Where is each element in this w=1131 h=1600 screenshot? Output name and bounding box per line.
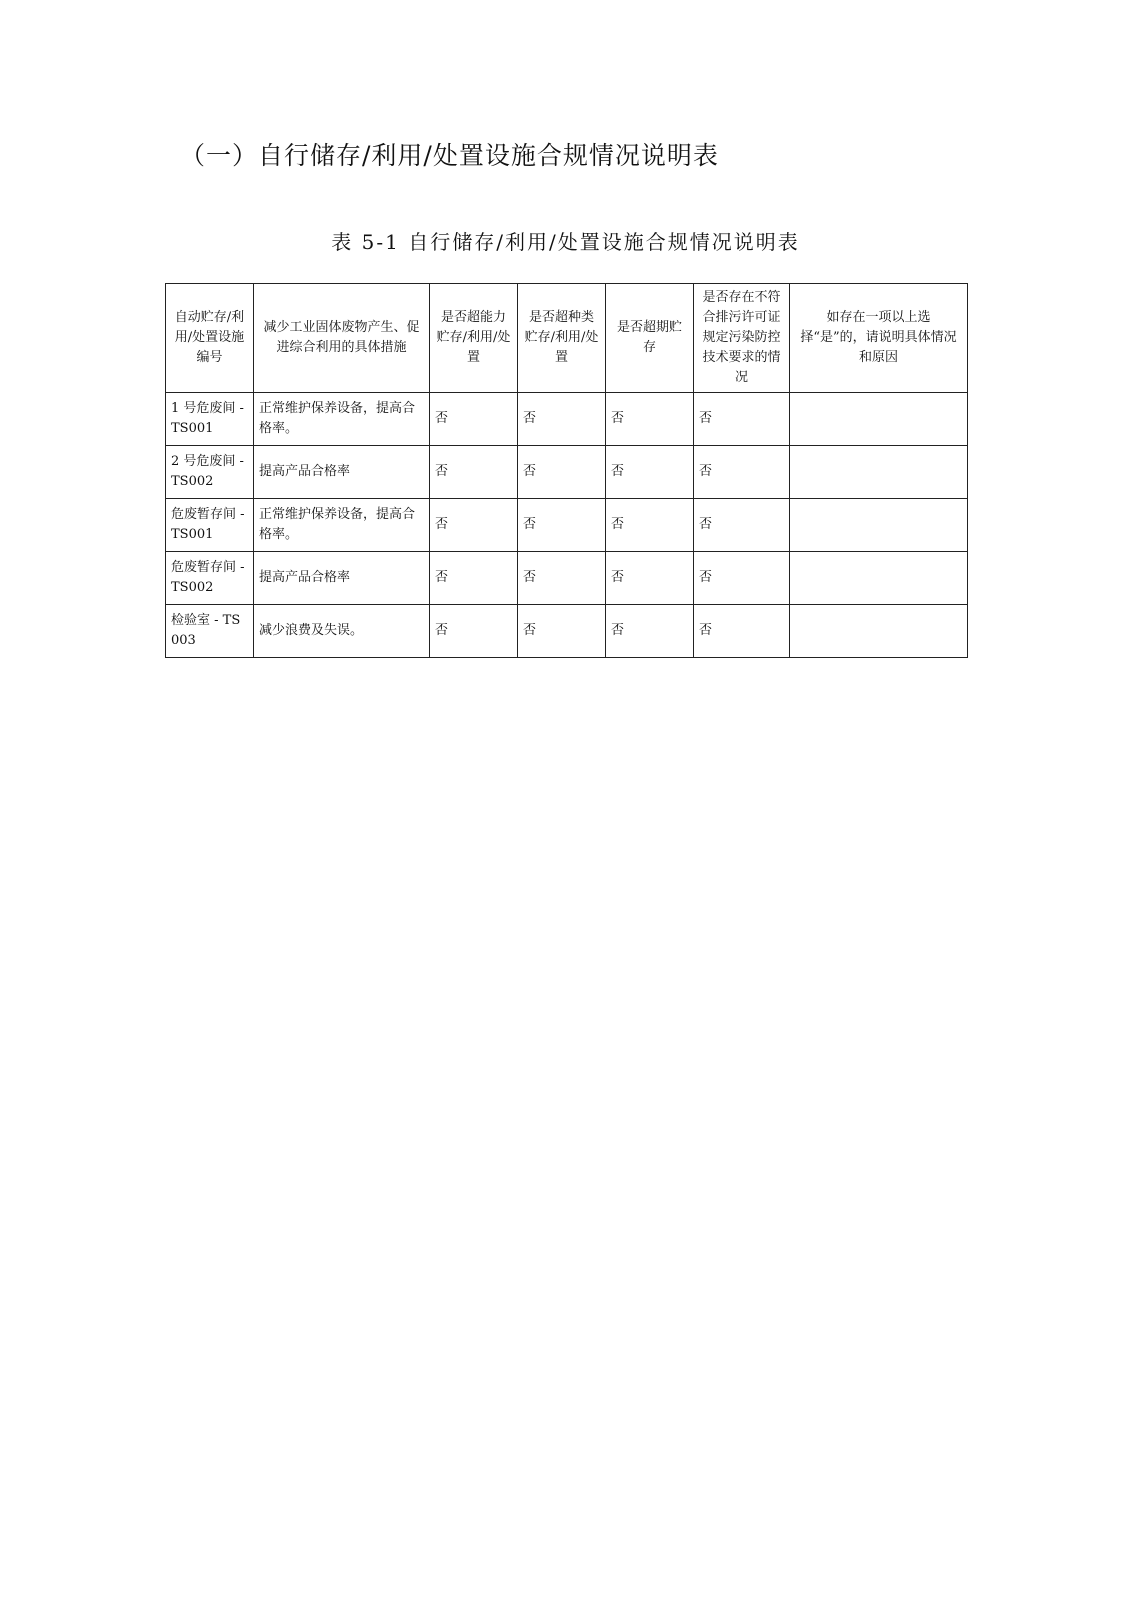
header-over-period: 是否超期贮存: [606, 284, 694, 393]
cell-over-capacity: 否: [430, 605, 518, 658]
cell-facility-id: 检验室 - TS003: [166, 605, 254, 658]
cell-explanation: [790, 552, 968, 605]
table-row: [166, 446, 968, 499]
cell-explanation: [790, 605, 968, 658]
header-explanation: 如存在一项以上选择“是”的，请说明具体情况和原因: [790, 284, 968, 393]
header-facility-id: 自动贮存/利用/处置设施编号: [166, 284, 254, 393]
cell-permit-noncompliance: 否: [694, 552, 790, 605]
cell-reduction-measures: 提高产品合格率: [254, 552, 430, 605]
section-heading: （一）自行储存/利用/处置设施合规情况说明表: [180, 141, 719, 170]
cell-reduction-measures: 提高产品合格率: [254, 446, 430, 499]
cell-over-capacity: 否: [430, 499, 518, 552]
cell-facility-id: 危废暂存间 - TS001: [166, 499, 254, 552]
cell-over-category: 否: [518, 605, 606, 658]
cell-reduction-measures: 正常维护保养设备，提高合格率。: [254, 393, 430, 446]
cell-over-category: 否: [518, 552, 606, 605]
cell-over-period: 否: [606, 393, 694, 446]
cell-over-period: 否: [606, 499, 694, 552]
header-over-category: 是否超种类贮存/利用/处置: [518, 284, 606, 393]
table-header-row: [166, 284, 968, 393]
table-row: [166, 393, 968, 446]
header-reduction-measures: 减少工业固体废物产生、促进综合利用的具体措施: [254, 284, 430, 393]
cell-facility-id: 2 号危废间 - TS002: [166, 446, 254, 499]
table-row: [166, 552, 968, 605]
table-row: [166, 605, 968, 658]
compliance-table: [165, 283, 968, 658]
cell-over-capacity: 否: [430, 446, 518, 499]
cell-explanation: [790, 393, 968, 446]
cell-over-category: 否: [518, 499, 606, 552]
cell-reduction-measures: 减少浪费及失误。: [254, 605, 430, 658]
cell-permit-noncompliance: 否: [694, 446, 790, 499]
cell-over-period: 否: [606, 552, 694, 605]
cell-over-period: 否: [606, 605, 694, 658]
cell-explanation: [790, 446, 968, 499]
cell-facility-id: 危废暂存间 - TS002: [166, 552, 254, 605]
cell-over-category: 否: [518, 393, 606, 446]
table-caption: 表 5-1 自行储存/利用/处置设施合规情况说明表: [331, 230, 800, 254]
cell-over-period: 否: [606, 446, 694, 499]
cell-reduction-measures: 正常维护保养设备，提高合格率。: [254, 499, 430, 552]
cell-permit-noncompliance: 否: [694, 605, 790, 658]
header-permit-noncompliance: 是否存在不符合排污许可证规定污染防控技术要求的情况: [694, 284, 790, 393]
cell-over-capacity: 否: [430, 552, 518, 605]
cell-facility-id: 1 号危废间 - TS001: [166, 393, 254, 446]
cell-explanation: [790, 499, 968, 552]
cell-over-capacity: 否: [430, 393, 518, 446]
header-over-capacity: 是否超能力贮存/利用/处置: [430, 284, 518, 393]
cell-permit-noncompliance: 否: [694, 393, 790, 446]
cell-over-category: 否: [518, 446, 606, 499]
table-row: [166, 499, 968, 552]
cell-permit-noncompliance: 否: [694, 499, 790, 552]
